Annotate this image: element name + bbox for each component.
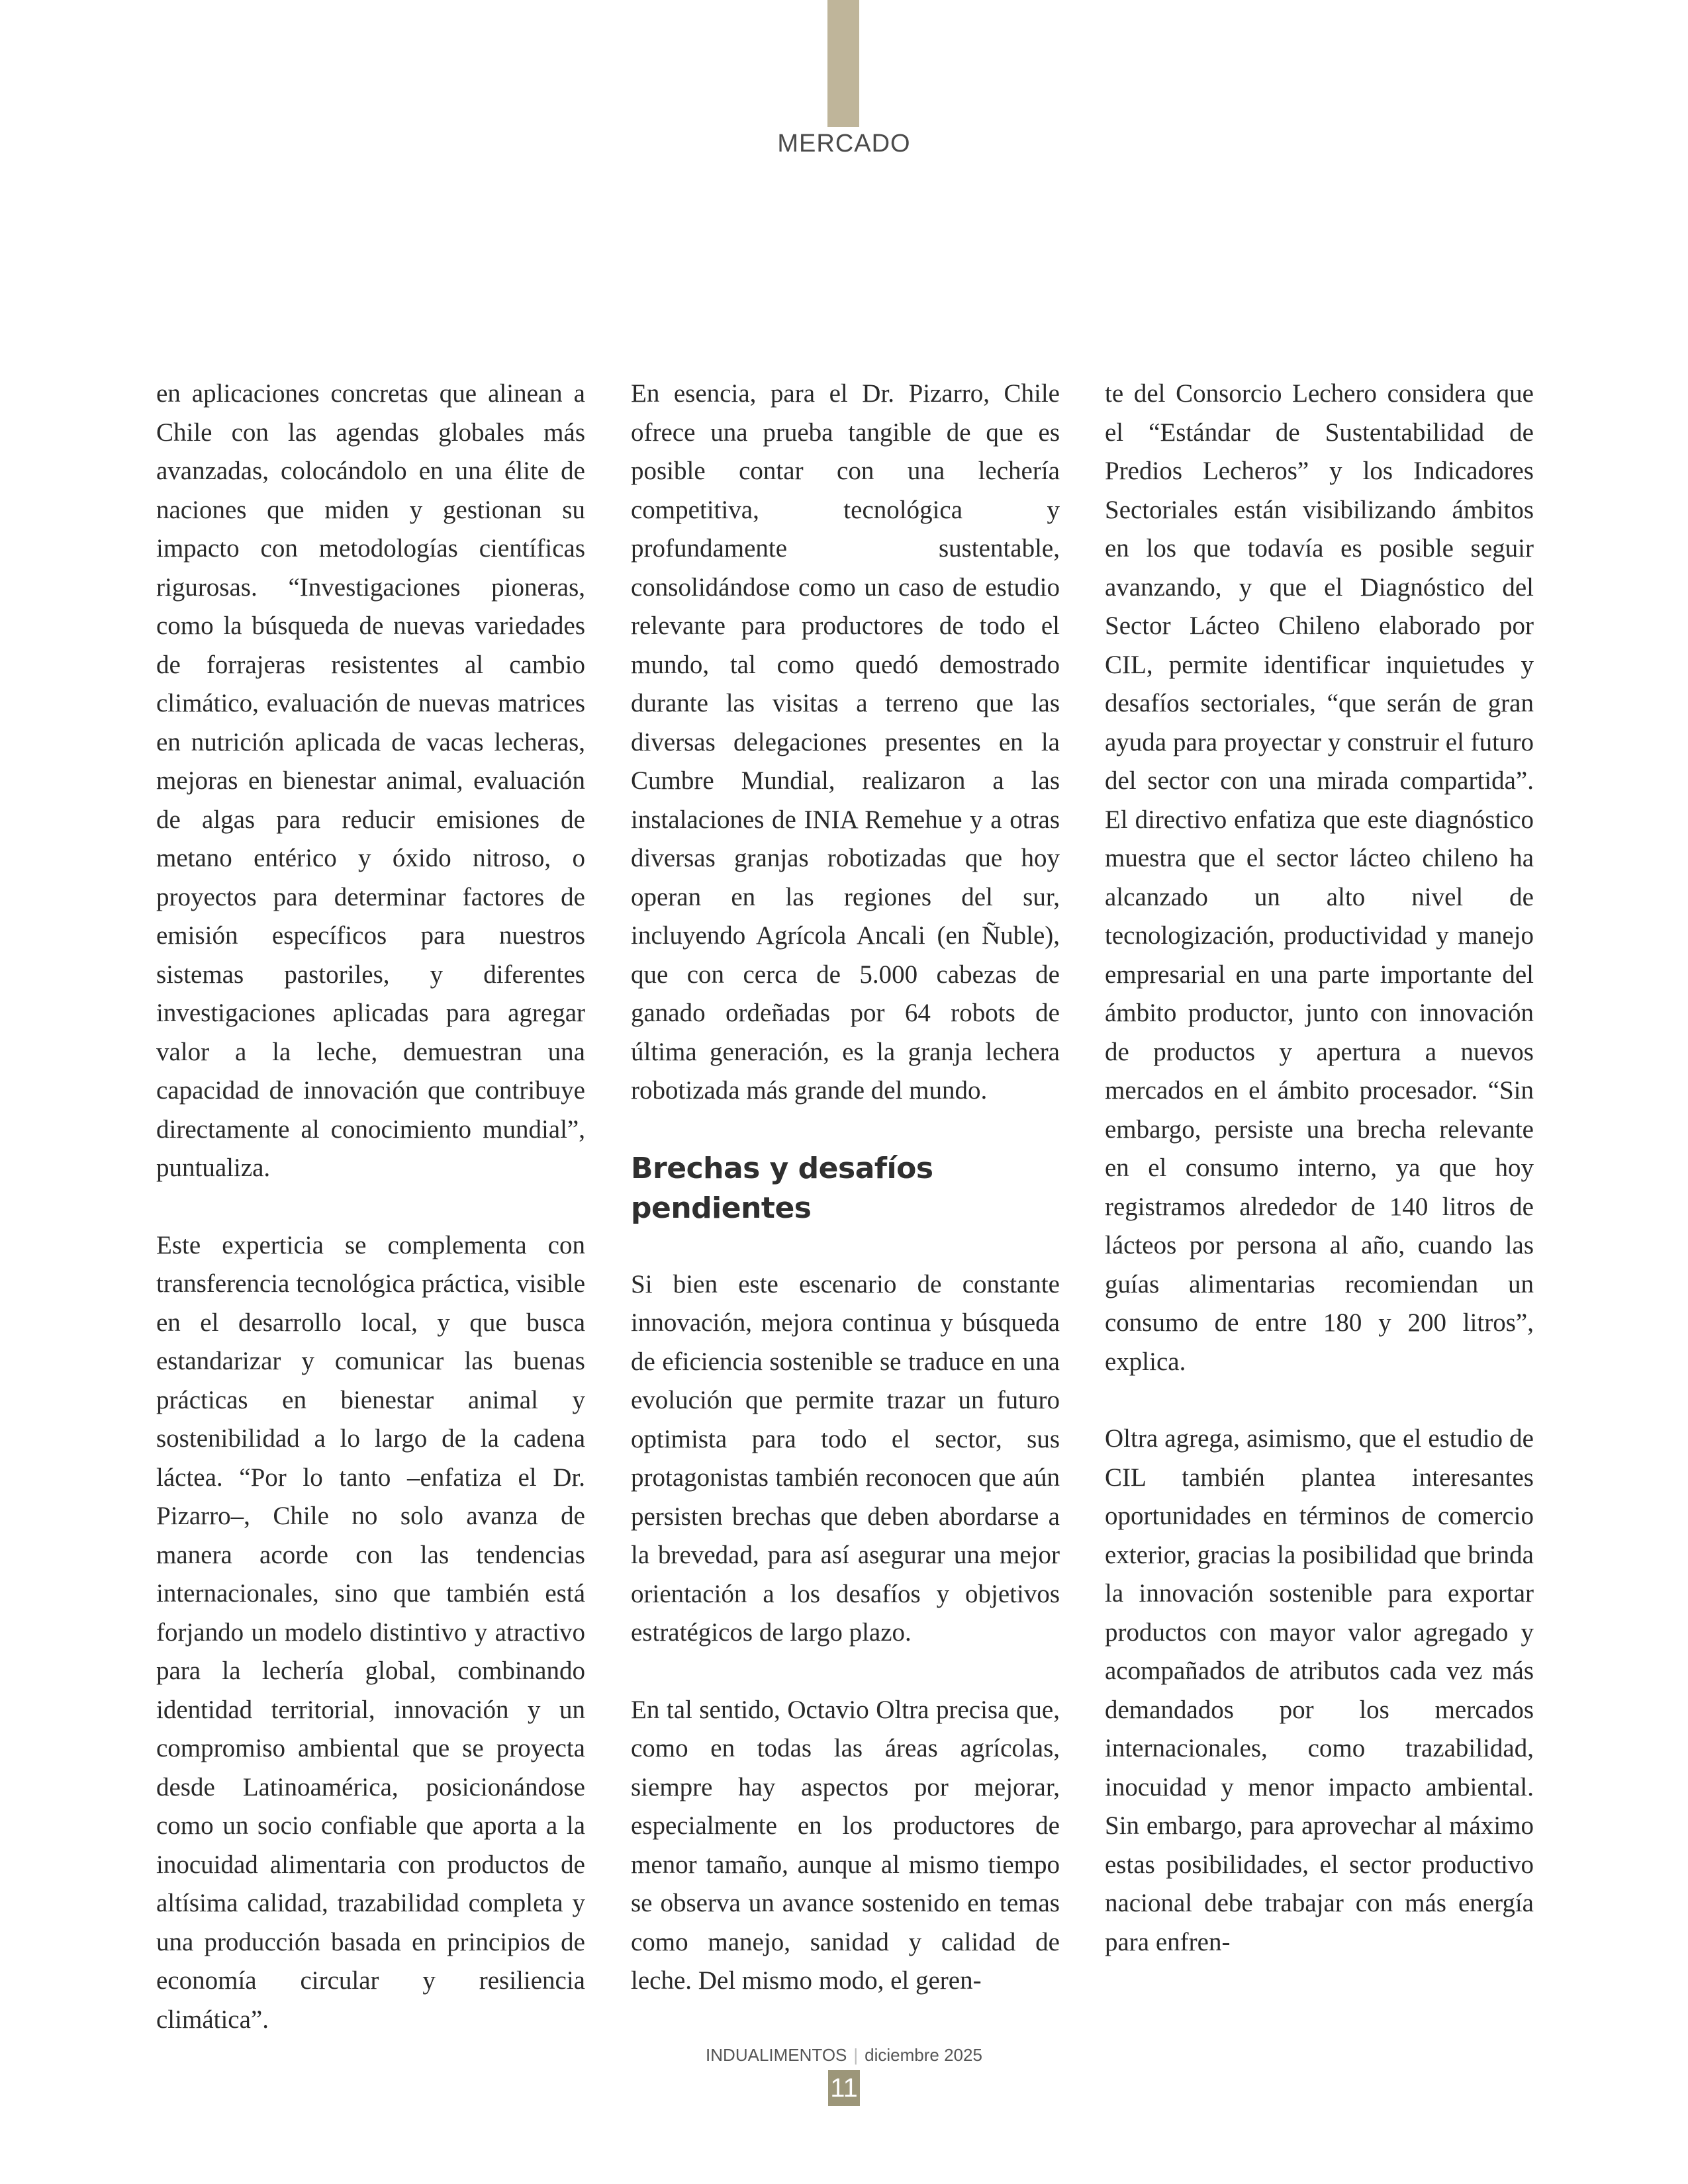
paragraph: En tal sentido, Octavio Oltra precisa que, como en todas las áreas agrícolas, siempre hay aspectos por mejorar, especialmente en los productores de menor tamaño, aunque al mismo tiempo se observa un avance sostenido en temas como manejo, sanidad y calidad de leche. Del mismo modo, el geren-	[631, 1695, 1060, 1995]
footer-separator: |	[853, 2045, 859, 2065]
subheading: Brechas y desafíos pendientes	[631, 1151, 933, 1225]
footer	[0, 2045, 1688, 2066]
article-column-1	[156, 375, 585, 2039]
paragraph: en aplicaciones concretas que alinean a Chile con las agendas globales más avanzadas, colocándolo en una élite de naciones que miden y gestionan su impacto con metodologías científicas rigurosas. “Investigaciones pioneras, como la búsqueda de nuevas variedades de forrajeras resistentes al cambio climático, evaluación de nuevas matrices en nutrición aplicada de vacas lecheras, mejoras en bienestar animal, evaluación de algas para reducir emisiones de metano entérico y óxido nitroso, o proyectos para determinar factores de emisión específicos para nuestros sistemas pastoriles, y diferentes investigaciones aplicadas para agregar valor a la leche, demuestran una capacidad de innovación que contribuye directamente al conocimiento mundial”, puntualiza.	[156, 379, 585, 1182]
paragraph: Si bien este escenario de constante innovación, mejora continua y búsqueda de eficiencia sostenible se traduce en una evolución que permite trazar un futuro optimista para todo el sector, sus protagonistas también reconocen que aún persisten brechas que deben abordarse a la brevedad, para así asegurar una mejor orientación a los desafíos y objetivos estratégicos de largo plazo.	[631, 1269, 1060, 1647]
article-column-2	[631, 375, 1060, 2001]
page-number: 11	[828, 2070, 860, 2106]
paragraph: En esencia, para el Dr. Pizarro, Chile ofrece una prueba tangible de que es posible contar con una lechería competitiva, tecnológica y profundamente sustentable, consolidándose como un caso de estudio relevante para productores de todo el mundo, tal como quedó demostrado durante las visitas a terreno que las diversas delegaciones presentes en la Cumbre Mundial, realizaron a las instalaciones de INIA Remehue y a otras diversas granjas robotizadas que hoy operan en las regiones del sur, incluyendo Agrícola Ancali (en Ñuble), que con cerca de 5.000 cabezas de ganado ordeñadas por 64 robots de última generación, es la granja lechera robotizada más grande del mundo.	[631, 379, 1060, 1105]
paragraph: te del Consorcio Lechero considera que el “Estándar de Sustentabilidad de Predios Lecheros” y los Indicadores Sectoriales están visibilizando ámbitos en los que todavía es posible seguir avanzando, y que el Diagnóstico del Sector Lácteo Chileno elaborado por CIL, permite identificar inquietudes y desafíos sectoriales, “que serán de gran ayuda para proyectar y construir el futuro del sector con una mirada compartida”. El directivo enfatiza que este diagnóstico muestra que el sector lácteo chileno ha alcanzado un alto nivel de tecnologización, productividad y manejo empresarial en una parte importante del ámbito productor, junto con innovación de productos y apertura a nuevos mercados en el ámbito procesador. “Sin embargo, persiste una brecha relevante en el consumo interno, ya que hoy registramos alrededor de 140 litros de lácteos por persona al año, cuando las guías alimentarias recomiendan un consumo de entre 180 y 200 litros”, explica.	[1105, 379, 1534, 1376]
publication-date: diciembre 2025	[865, 2045, 982, 2065]
paragraph: Oltra agrega, asimismo, que el estudio de CIL también plantea interesantes oportunidades en términos de comercio exterior, gracias la posibilidad que brinda la innovación sostenible para exportar productos con mayor valor agregado y acompañados de atributos cada vez más demandados por los mercados internacionales, como trazabilidad, inocuidad y menor impacto ambiental. Sin embargo, para aprovechar al máximo estas posibilidades, el sector productivo nacional debe trabajar con más energía para enfren-	[1105, 1424, 1534, 1956]
article-column-3	[1105, 375, 1534, 1962]
section-label: MERCADO	[777, 130, 911, 158]
publication-name: INDUALIMENTOS	[706, 2045, 847, 2065]
header-accent-bar	[827, 0, 859, 127]
paragraph: Este experticia se complementa con transferencia tecnológica práctica, visible en el desarrollo local, y que busca estandarizar y comunicar las buenas prácticas en bienestar animal y sostenibilidad a lo largo de la cadena láctea. “Por lo tanto –enfatiza el Dr. Pizarro–, Chile no solo avanza de manera acorde con las tendencias internacionales, sino que también está forjando un modelo distintivo y atractivo para la lechería global, combinando identidad territorial, innovación y un compromiso ambiental que se proyecta desde Latinoamérica, posicionándose como un socio confiable que aporta a la inocuidad alimentaria con productos de altísima calidad, trazabilidad completa y una producción basada en principios de economía circular y resiliencia climática”.	[156, 1230, 585, 2034]
